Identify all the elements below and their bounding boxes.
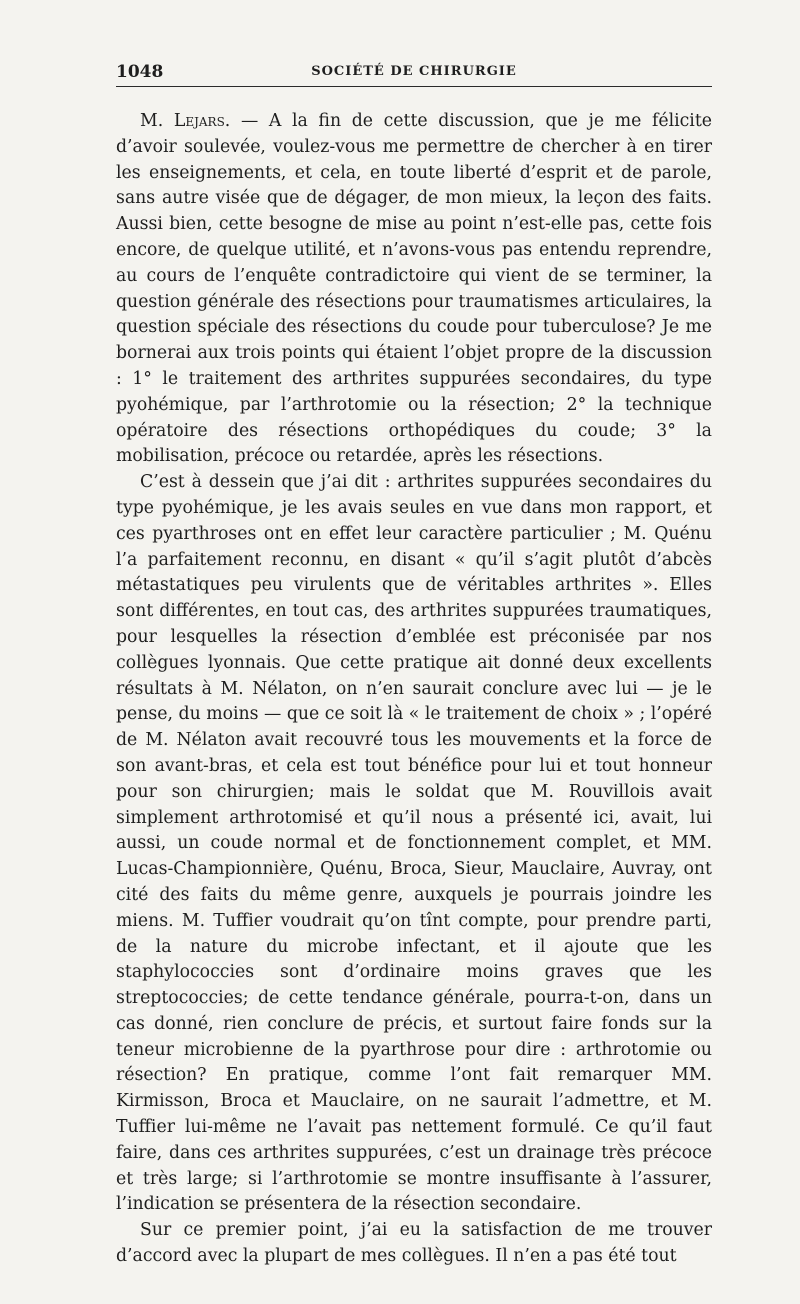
- book-page: [116, 58, 713, 1267]
- paragraph-premier-point: Sur ce premier point, j’ai eu la satisfaction de me trouver d’accord avec la plupart de mes collègues. Il n’en a pas été tout: [116, 1220, 712, 1267]
- paragraph-arthrites: C’est à dessein que j’ai dit : arthrites suppurées secondaires du type pyohémique, je les avais seules en vue dans mon rapport, et ces pyarthroses ont en effet leur caractère particulier ; M. Quénu l’a parfaitement reconnu, en disant « qu’il s’agit plutôt d’abcès métastatiques peu virulents que de véritables arthrites ». Elles sont différentes, en tout cas, des arthrites suppurées traumatiques, pour lesquelles la résection d’emblée est préconisée par nos collègues lyonnais. Que cette pratique ait donné deux excellents résultats à M. Nélaton, on n’en saurait conclure avec lui — je le pense, du moins — que ce soit là « le traitement de choix » ; l’opéré de M. Nélaton avait recouvré tous les mouvements et la force de son avant-bras, et cela est tout bénéfice pour lui et tout honneur pour son chirurgien; mais le soldat que M. Rouvillois avait simplement arthrotomisé et qu’il nous a présenté ici, avait, lui aussi, un coude normal et de fonctionnement complet, et MM. Lucas-Championnière, Quénu, Broca, Sieur, Mauclaire, Auvray, ont cité des faits du même genre, auxquels je pourrais joindre les miens. M. Tuffier voudrait qu’on tînt compte, pour prendre parti, de la nature du microbe infectant, et il ajoute que les staphylococcies sont d’ordinaire moins graves que les streptococcies; de cette tendance générale, pourra-t-on, dans un cas donné, rien conclure de précis, et surtout faire fonds sur la teneur microbienne de la pyarthrose pour dire : arthrotomie ou résection? En pratique, comme l’ont fait remarquer MM. Kirmisson, Broca et Mauclaire, on ne saurait l’admettre, et M. Tuffier lui-même ne l’avait pas nettement formulé. Ce qu’il faut faire, dans ces arthrites suppurées, c’est un drainage très précoce et très large; si l’arthrotomie se montre insuffisante à l’assurer, l’indication se présentera de la résection secondaire.: [116, 472, 712, 1215]
- paragraph-lejars: [116, 109, 712, 470]
- speaker-name: Lejars.: [173, 111, 231, 131]
- page-number: 1048: [116, 62, 164, 82]
- header-title: SOCIÉTÉ DE CHIRURGIE: [311, 64, 517, 79]
- body-text: [116, 109, 712, 1270]
- paragraph-text: — A la fin de cette discussion, que je me félicite d’avoir soulevée, voulez-vous me permettre de chercher à en tirer les enseignements, et cela, en toute liberté d’esprit et de parole, sans autre visée que de dégager, de mon mieux, la leçon des faits. Aussi bien, cette besogne de mise au point n’est-elle pas, cette fois encore, de quelque utilité, et n’avons-vous pas entendu reprendre, au cours de l’enquête contradictoire qui vient de se terminer, la question générale des résections pour traumatismes articulaires, la question spéciale des résections du coude pour tuberculose? Je me bornerai aux trois points qui étaient l’objet propre de la discussion : 1° le traitement des arthrites suppurées secondaires, du type pyohémique, par l’arthrotomie ou la résection; 2° la technique opératoire des résections orthopédiques du coude; 3° la mobilisation, précoce ou retardée, après les résections.: [116, 111, 713, 467]
- running-header: [116, 58, 712, 87]
- speaker-prefix: M.: [140, 111, 164, 131]
